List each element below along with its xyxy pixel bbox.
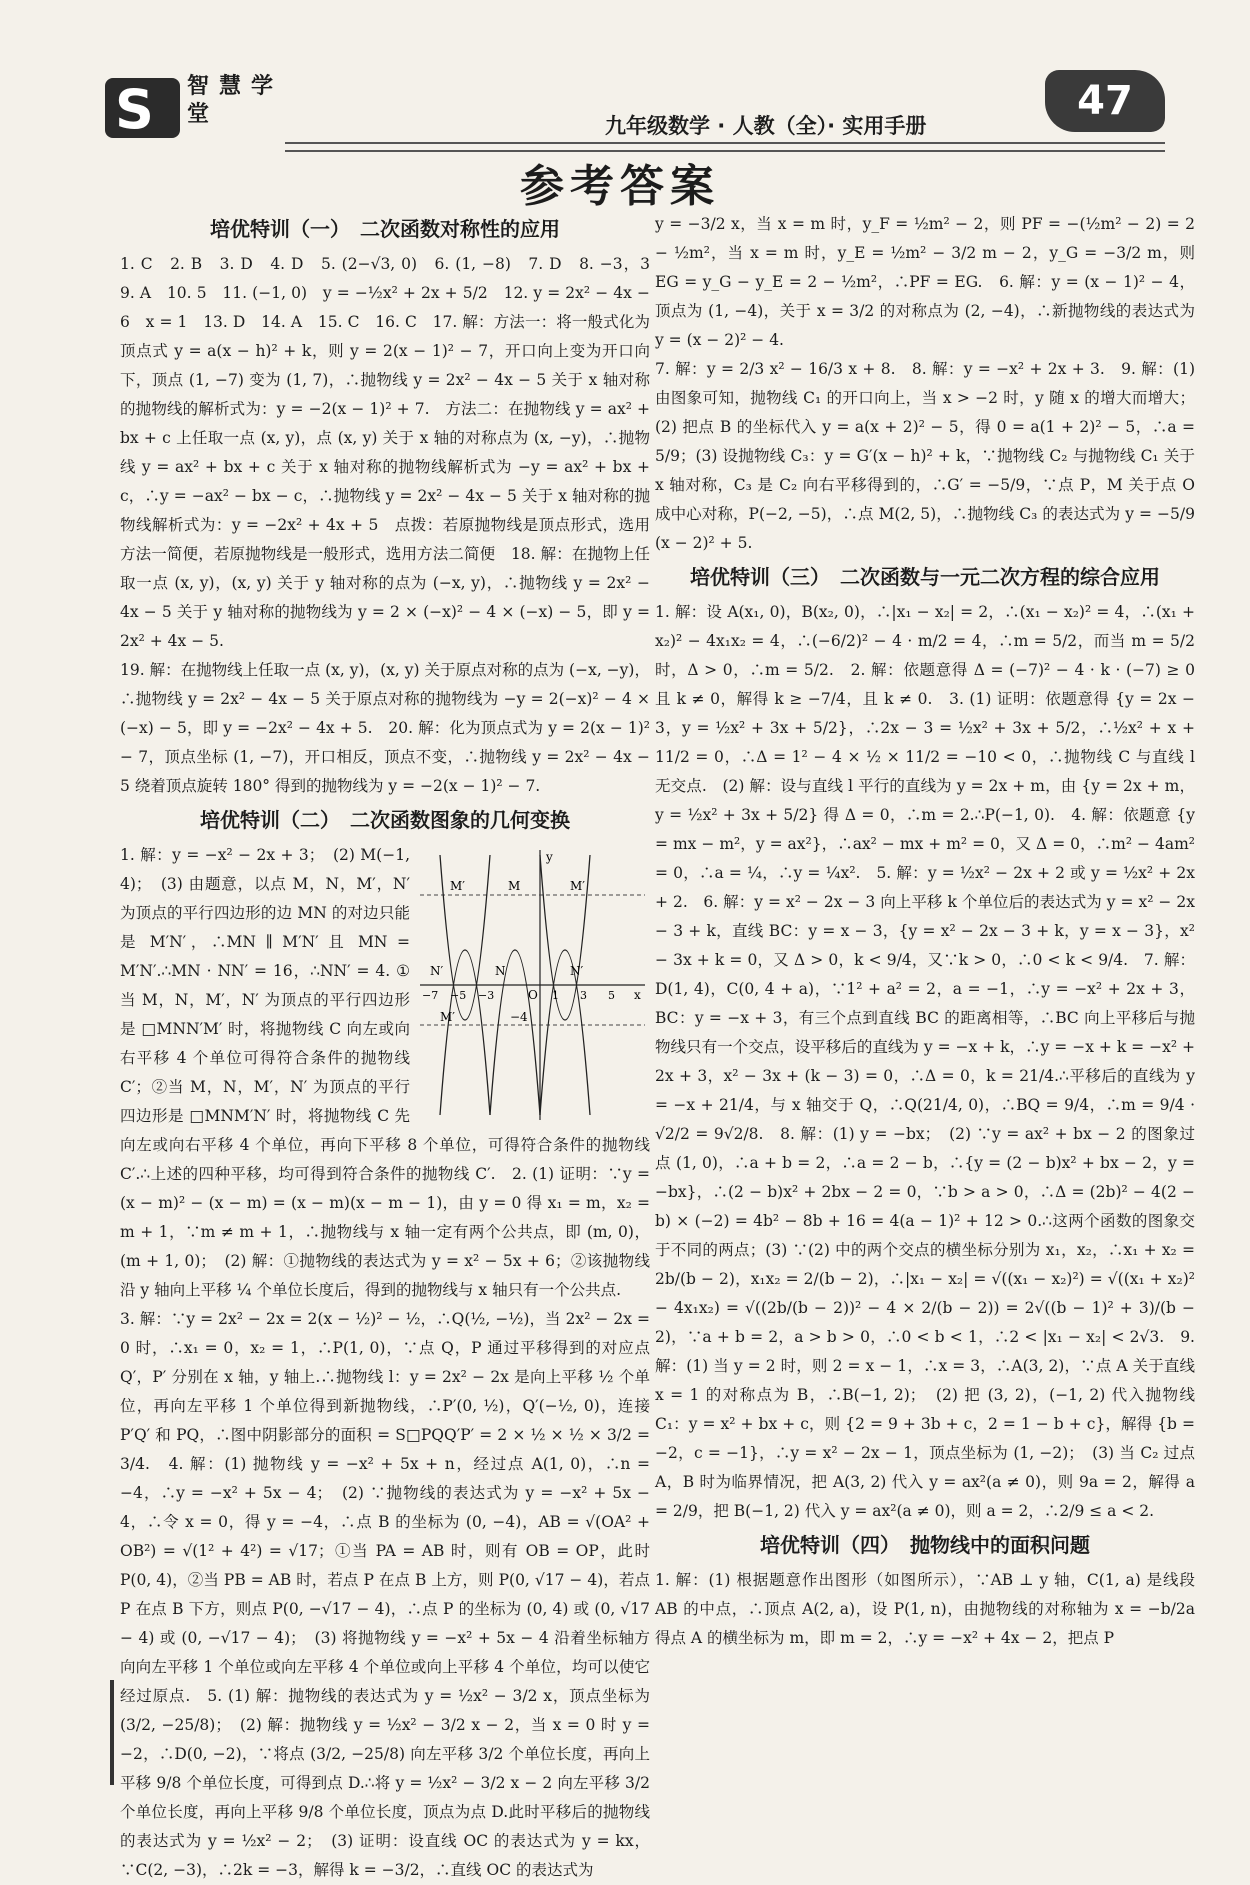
fig-label: y <box>546 850 553 864</box>
fig-label: O <box>528 988 538 1002</box>
margin-mark <box>110 1680 114 1785</box>
fig-label: N′ <box>570 964 584 978</box>
fig-label: 3 <box>580 989 587 1002</box>
fig-label: M′ <box>440 1010 456 1024</box>
book-subtitle: 九年级数学 · 人教（全）· 实用手册 <box>605 114 927 138</box>
fig-label: 1 <box>552 989 559 1002</box>
left-column <box>120 210 666 1885</box>
fig-label: x <box>634 988 641 1002</box>
header-rule <box>285 142 1165 152</box>
logo-mark: S <box>105 78 180 138</box>
fig-label: −3 <box>478 989 495 1002</box>
answer-text: 1. 解：设 A(x₁, 0)，B(x₂, 0)，∴|x₁ − x₂| = 2，∴(x₁ − x₂)² = 4，∴(x₁ + x₂)² − 4x₁x₂ = 4，∴(−6/2)² − 4 · m/2 = 4，∴m = 5/2，而当 m = 5/2 时，Δ > 0，∴m = 5/2. 2. 解：依题意得 Δ = (−7)² − 4 · k · (−7) ≥ 0 且 k ≠ 0，解得 k ≥ −7/4，且 k ≠ 0. 3. (1) 证明：依题意得 {y = 2x − 3，y = ½x² + 3x + 5/2}，∴2x − 3 = ½x² + 3x + 5/2，∴½x² + x + 11/2 = 0，∴Δ = 1² − 4 × ½ × 11/2 = −10 < 0，∴抛物线 C 与直线 l 无交点. (2) 解：设与直线 l 平行的直线为 y = 2x + m，由 {y = 2x + m，y = ½x² + 3x + 5/2} 得 Δ = 0，∴m = 2.∴P(−1, 0). 4. 解：依题意 {y = mx − m²，y = ax²}，∴ax² − mx + m² = 0，又 Δ = 0，∴m² − 4am² = 0，∴a = ¼，∴y = ¼x². 5. 解：y = ½x² − 2x + 2 或 y = ½x² + 2x + 2. 6. 解：y = x² − 2x − 3 向上平移 k 个单位后的表达式为 y = x² − 2x − 3 + k，直线 BC：y = x − 3，{y = x² − 2x − 3 + k，y = x − 3}，x² − 3x + k = 0，又 Δ > 0，k < 9/4，又∵k > 0，∴0 < k < 9/4. 7. 解：D(1, 4)，C(0, 4 + a)，∵1² + a² = 2，a = −1，∴y = −x² + 2x + 3，BC：y = −x + 3，有三个点到直线 BC 的距离相等，∴BC 向上平移后与抛物线只有一个交点，设平移后的直线为 y = −x + k，∴y = −x + k = −x² + 2x + 3，x² − 3x + (k − 3) = 0，∴Δ = 0，k = 21/4.∴平移后的直线为 y = −x + 21/4，与 x 轴交于 Q，∴Q(21/4, 0)，∴BQ = 9/4，∴m = 9/4 · √2/2 = 9√2/8. 8. 解：(1) y = −bx； (2) ∵y = ax² + bx − 2 的图象过点 (1, 0)，∴a + b = 2，∴a = 2 − b，∴{y = (2 − b)x² + bx − 2，y = −bx}，∴(2 − b)x² + 2bx − 2 = 0，∵b > a > 0，∴Δ = (2b)² − 4(2 − b) × (−2) = 4b² − 8b + 16 = 4(a − 1)² + 12 > 0.∴这两个函数的图象交于不同的两点；(3) ∵(2) 中的两个交点的横坐标分别为 x₁，x₂，∴x₁ + x₂ = 2b/(b − 2)，x₁x₂ = 2/(b − 2)，∴|x₁ − x₂| = √((x₁ − x₂)²) = √((x₁ + x₂)² − 4x₁x₂) = √((2b/(b − 2))² − 4 × 2/(b − 2)) = 2√((b − 1)² + 3)/(b − 2)，∵a + b = 2，a > b > 0，∴0 < b < 1，∴2 < |x₁ − x₂| < 2√3. 9. 解：(1) 当 y = 2 时，则 2 = x − 1，∴x = 3，∴A(3, 2)，∵点 A 关于直线 x = 1 的对称点为 B，∴B(−1, 2)； (2) 把 (3, 2)，(−1, 2) 代入抛物线 C₁：y = x² + bx + c，则 {2 = 9 + 3b + c，2 = 1 − b + c}，解得 {b = −2，c = −1}，∴y = x² − 2x − 1，顶点坐标为 (1, −2)； (3) 当 C₂ 过点 A，B 时为临界情况，把 A(3, 2) 代入 y = ax²(a ≠ 0)，则 9a = 2，解得 a = 2/9，把 B(−1, 2) 代入 y = ax²(a ≠ 0)，则 a = 2，∴2/9 ≤ a < 2. <box>655 603 1195 1520</box>
page-number: 47 <box>1045 70 1165 132</box>
fig-label: M′ <box>450 879 466 893</box>
fig-label: 5 <box>608 989 615 1002</box>
fig-label: N <box>495 964 506 978</box>
answer-text: y = −3/2 x，当 x = m 时，y_F = ½m² − 2，则 PF = −(½m² − 2) = 2 − ½m²，当 x = m 时，y_E = ½m² − 3/2 m − 2，y_G = −3/2 m，则 EG = y_G − y_E = 2 − ½m²，∴PF = EG. 6. 解：y = (x − 1)² − 4，顶点为 (1, −4)，关于 x = 3/2 的对称点为 (2, −4)，∴新抛物线的表达式为 y = (x − 2)² − 4. <box>655 215 1195 349</box>
page-header <box>105 60 1185 150</box>
answer-text: 1. C 2. B 3. D 4. D 5. (2−√3, 0) 6. (1, −8) 7. D 8. −3，3 9. A 10. 5 11. (−1, 0) y = −½x² + 2x + 5/2 12. y = 2x² − 4x − 6 x = 1 13. D 14. A 15. C 16. C 17. 解：方法一：将一般式化为顶点式 y = a(x − h)² + k，则 y = 2(x − 1)² − 7，开口向上变为开口向下，顶点 (1, −7) 变为 (1, 7)，∴抛物线 y = 2x² − 4x − 5 关于 x 轴对称的抛物线的解析式为：y = −2(x − 1)² + 7. 方法二：在抛物线 y = ax² + bx + c 上任取一点 (x, y)，点 (x, y) 关于 x 轴的对称点为 (x, −y)，∴抛物线 y = ax² + bx + c 关于 x 轴对称的抛物线解析式为 −y = ax² + bx + c，∴y = −ax² − bx − c，∴抛物线 y = 2x² − 4x − 5 关于 x 轴对称的抛物线解析式为：y = −2x² + 4x + 5 点拨：若原抛物线是顶点形式，选用方法一简便，若原抛物线是一般形式，选用方法二简便 18. 解：在抛物上任取一点 (x, y)，(x, y) 关于 y 轴对称的点为 (−x, y)，∴抛物线 y = 2x² − 4x − 5 关于 y 轴对称的抛物线为 y = 2 × (−x)² − 4 × (−x) − 5，即 y = 2x² + 4x − 5. <box>120 255 666 650</box>
fig-label: N′ <box>430 964 444 978</box>
section-heading: 培优特训（四） 抛物线中的面积问题 <box>760 1533 1090 1557</box>
section-heading: 培优特训（一） 二次函数对称性的应用 <box>210 217 560 241</box>
section-heading: 培优特训（三） 二次函数与一元二次方程的综合应用 <box>690 565 1160 589</box>
answer-text: 7. 解：y = 2/3 x² − 16/3 x + 8. 8. 解：y = −x² + 2x + 3. 9. 解：(1) 由图象可知，抛物线 C₁ 的开口向上，当 x > −2 时，y 随 x 的增大而增大；(2) 把点 B 的坐标代入 y = a(x + 2)² − 5，得 0 = a(1 + 2)² − 5，∴a = 5/9；(3) 设抛物线 C₃：y = G′(x − h)² + k，∵抛物线 C₂ 与抛物线 C₁ 关于 x 轴对称，C₃ 是 C₂ 向右平移得到的，∴G′ = −5/9，∵点 P，M 关于点 O 成中心对称，P(−2, −5)，∴点 M(2, 5)，∴抛物线 C₃ 的表达式为 y = −5/9 (x − 2)² + 5. <box>655 360 1195 552</box>
right-column <box>655 210 1195 1653</box>
fig-label: M <box>508 879 521 893</box>
fig-label: −5 <box>450 989 467 1002</box>
page-title: 参考答案 <box>520 161 720 212</box>
logo-text: 智慧学堂 <box>187 73 284 127</box>
fig-label: M′ <box>570 879 586 893</box>
answer-text: 3. 解：∵y = 2x² − 2x = 2(x − ½)² − ½，∴Q(½, −½)，当 2x² − 2x = 0 时，∴x₁ = 0，x₂ = 1，∴P(1, 0)，∵点 Q，P 通过平移得到的对应点 Q′，P′ 分别在 x 轴，y 轴上.∴抛物线 l：y = 2x² − 2x 是向上平移 ½ 个单位，再向左平移 1 个单位得到新抛物线，∴P′(0, ½)，Q′(−½, 0)，连接 P′Q′ 和 PQ，∴图中阴影部分的面积 = S□PQQ′P′ = 2 × ½ × ½ × 3/2 = 3/4. 4. 解：(1) 抛物线 y = −x² + 5x + n，经过点 A(1, 0)，∴n = −4，∴y = −x² + 5x − 4； (2) ∵抛物线的表达式为 y = −x² + 5x − 4，∴令 x = 0，得 y = −4，∴点 B 的坐标为 (0, −4)，AB = √(OA² + OB²) = √(1² + 4²) = √17；①当 PA = AB 时，则有 OB = OP，此时 P(0, 4)，②当 PB = AB 时，若点 P 在点 B 上方，则 P(0, √17 − 4)，若点 P 在点 B 下方，则点 P(0, −√17 − 4)，∴点 P 的坐标为 (0, 4) 或 (0, √17 − 4) 或 (0, −√17 − 4)； (3) 将抛物线 y = −x² + 5x − 4 沿着坐标轴方向向左平移 1 个单位或向左平移 4 个单位或向上平移 4 个单位，均可以使它经过原点. 5. (1) 解：抛物线的表达式为 y = ½x² − 3/2 x，顶点坐标为 (3/2, −25/8)； (2) 解：抛物线 y = ½x² − 3/2 x − 2，当 x = 0 时 y = −2，∴D(0, −2)，∵将点 (3/2, −25/8) 向左平移 3/2 个单位长度，再向上平移 9/8 个单位长度，可得到点 D.∴将 y = ½x² − 3/2 x − 2 向左平移 3/2 个单位长度，再向上平移 9/8 个单位长度，顶点为点 D.此时平移后的抛物线的表达式为 y = ½x² − 2； (3) 证明：设直线 OC 的表达式为 y = kx，∵C(2, −3)，∴2k = −3，解得 k = −3/2，∴直线 OC 的表达式为 <box>120 1310 650 1879</box>
answer-text: 1. 解：(1) 根据题意作出图形（如图所示），∵AB ⊥ y 轴，C(1, a) 是线段 AB 的中点，∴顶点 A(2, a)，设 P(1, n)，由抛物线的对称轴为 x = −b/2a 得点 A 的横坐标为 m，即 m = 2，∴y = −x² + 4x − 2，把点 P <box>655 1571 1195 1647</box>
publisher-logo <box>105 70 295 140</box>
answer-text: 19. 解：在抛物线上任取一点 (x, y)，(x, y) 关于原点对称的点为 (−x, −y)，∴抛物线 y = 2x² − 4x − 5 关于原点对称的抛物线为 −y = 2(−x)² − 4 × (−x) − 5，即 y = −2x² − 4x + 5. 20. 解：化为顶点式为 y = 2(x − 1)² − 7，顶点坐标 (1, −7)，开口相反，顶点不变，∴抛物线 y = 2x² − 4x − 5 绕着顶点旋转 180° 得到的抛物线为 y = −2(x − 1)² − 7. <box>120 661 650 795</box>
parabola-figure <box>420 845 650 1125</box>
fig-label: −4 <box>510 1010 528 1024</box>
section-heading: 培优特训（二） 二次函数图象的几何变换 <box>200 808 570 832</box>
answer-text: 1. 解：y = −x² − 2x + 3； (2) M(−1, 4)； (3) 由题意，以点 M，N，M′，N′ 为顶点的平行四边形的边 MN 的对边只能是 M′N′，∴MN ∥ M′N′ 且 MN = M′N′.∴MN · NN′ = 16，∴NN′ = 4. ①当 M，N，M′，N′ 为顶点的平行四边形是 □MNN′M′ 时，将抛物线 C 向左或向右平移 4 个单位可得符合条件的抛物线 C′；②当 M，N，M′，N′ 为顶点的平行四边形是 □MNM′N′ 时，将抛物线 C 先向左或向右平移 4 个单位，再向下平移 8 个单位，可得符合条件的抛物线 C′.∴上述的四种平移，均可得到符合条件的抛物线 C′. 2. (1) 证明：∵y = (x − m)² − (x − m) = (x − m)(x − m − 1)，由 y = 0 得 x₁ = m，x₂ = m + 1，∵m ≠ m + 1，∴抛物线与 x 轴一定有两个公共点，即 (m, 0)，(m + 1, 0)； (2) 解：①抛物线的表达式为 y = x² − 5x + 6；②该抛物线沿 y 轴向上平移 ¼ 个单位长度后，得到的抛物线与 x 轴只有一个公共点. <box>120 846 650 1299</box>
fig-label: −7 <box>422 989 439 1002</box>
